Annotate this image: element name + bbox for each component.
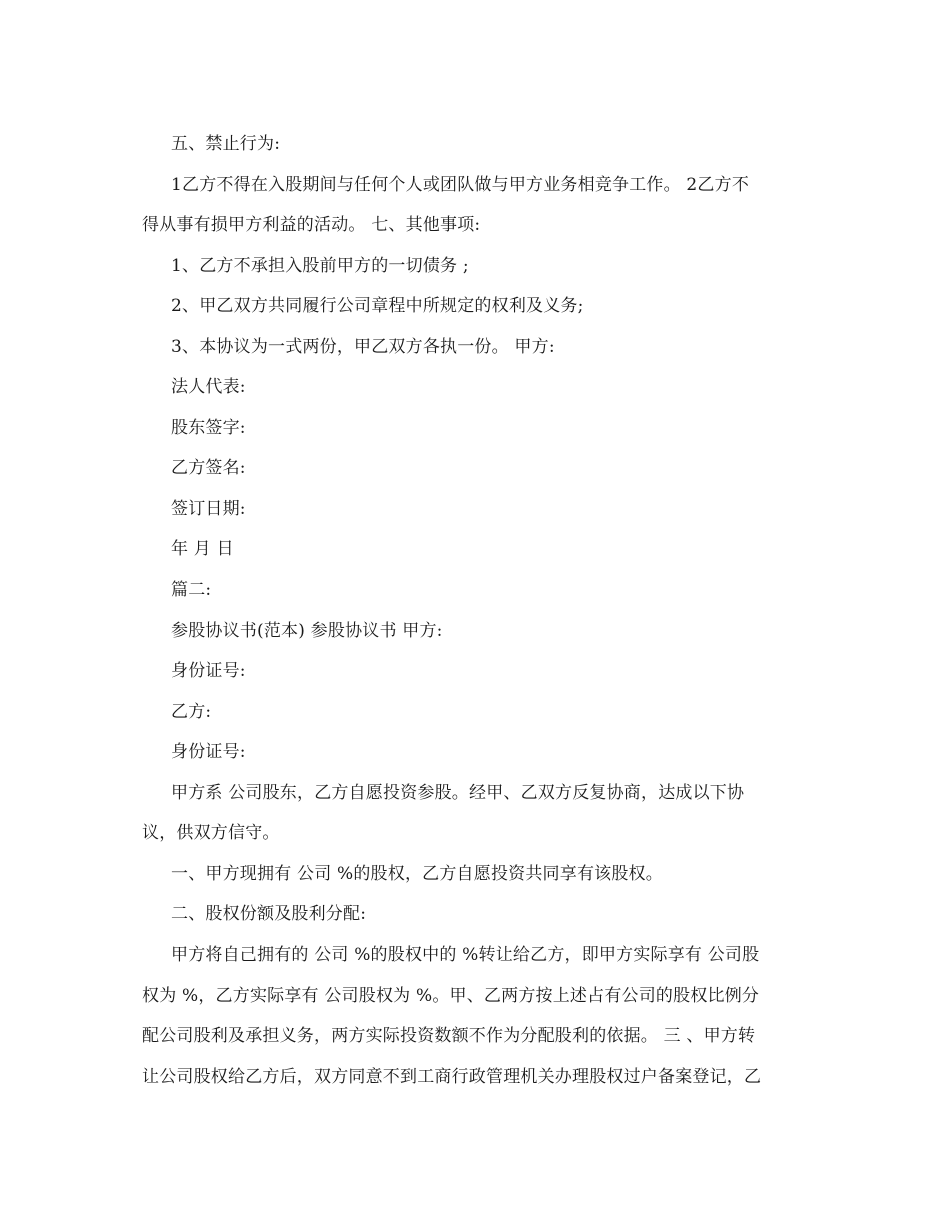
section-heading: 篇二:	[171, 580, 212, 600]
signature-field-label: 乙方签名:	[171, 458, 246, 478]
paragraph-line: 得从事有损甲方利益的活动。 七、其他事项:	[142, 215, 481, 235]
signature-field-label: 法人代表:	[171, 377, 246, 397]
field-label: 身份证号:	[171, 661, 246, 681]
list-item: 3、本协议为一式两份，甲乙双方各执一份。 甲方:	[171, 337, 555, 357]
paragraph-line: 配公司股利及承担义务，两方实际投资数额不作为分配股利的依据。 三 、甲方转	[142, 1026, 756, 1046]
list-item: 1、乙方不承担入股前甲方的一切债务 ;	[171, 256, 469, 276]
field-label: 乙方:	[171, 702, 212, 722]
document-page	[142, 0, 812, 1230]
list-item: 2、甲乙双方共同履行公司章程中所规定的权利及义务;	[171, 296, 584, 316]
signature-field-label: 股东签字:	[171, 418, 246, 438]
paragraph-line: 让公司股权给乙方后，双方同意不到工商行政管理机关办理股权过户备案登记，乙	[142, 1067, 762, 1087]
paragraph-line: 议，供双方信守。	[142, 823, 280, 843]
paragraph-line: 甲方将自己拥有的 公司 %的股权中的 %转让给乙方，即甲方实际享有 公司股	[171, 945, 760, 965]
field-label: 身份证号:	[171, 742, 246, 762]
signature-field-label: 签订日期:	[171, 499, 246, 519]
document-title-line: 参股协议书(范本) 参股协议书 甲方:	[171, 621, 443, 641]
paragraph-line: 一、甲方现拥有 公司 %的股权，乙方自愿投资共同享有该股权。	[171, 864, 663, 884]
paragraph-line: 甲方系 公司股东，乙方自愿投资参股。经甲、乙双方反复协商，达成以下协	[171, 783, 745, 803]
section-heading: 五、禁止行为:	[171, 134, 281, 154]
paragraph-line: 1乙方不得在入股期间与任何个人或团队做与甲方业务相竞争工作。 2乙方不	[171, 175, 750, 195]
section-heading: 二、股权份额及股利分配:	[171, 904, 367, 924]
date-line: 年 月 日	[171, 539, 234, 559]
paragraph-line: 权为 %，乙方实际享有 公司股权为 %。甲、乙两方按上述占有公司的股权比例分	[142, 986, 760, 1006]
